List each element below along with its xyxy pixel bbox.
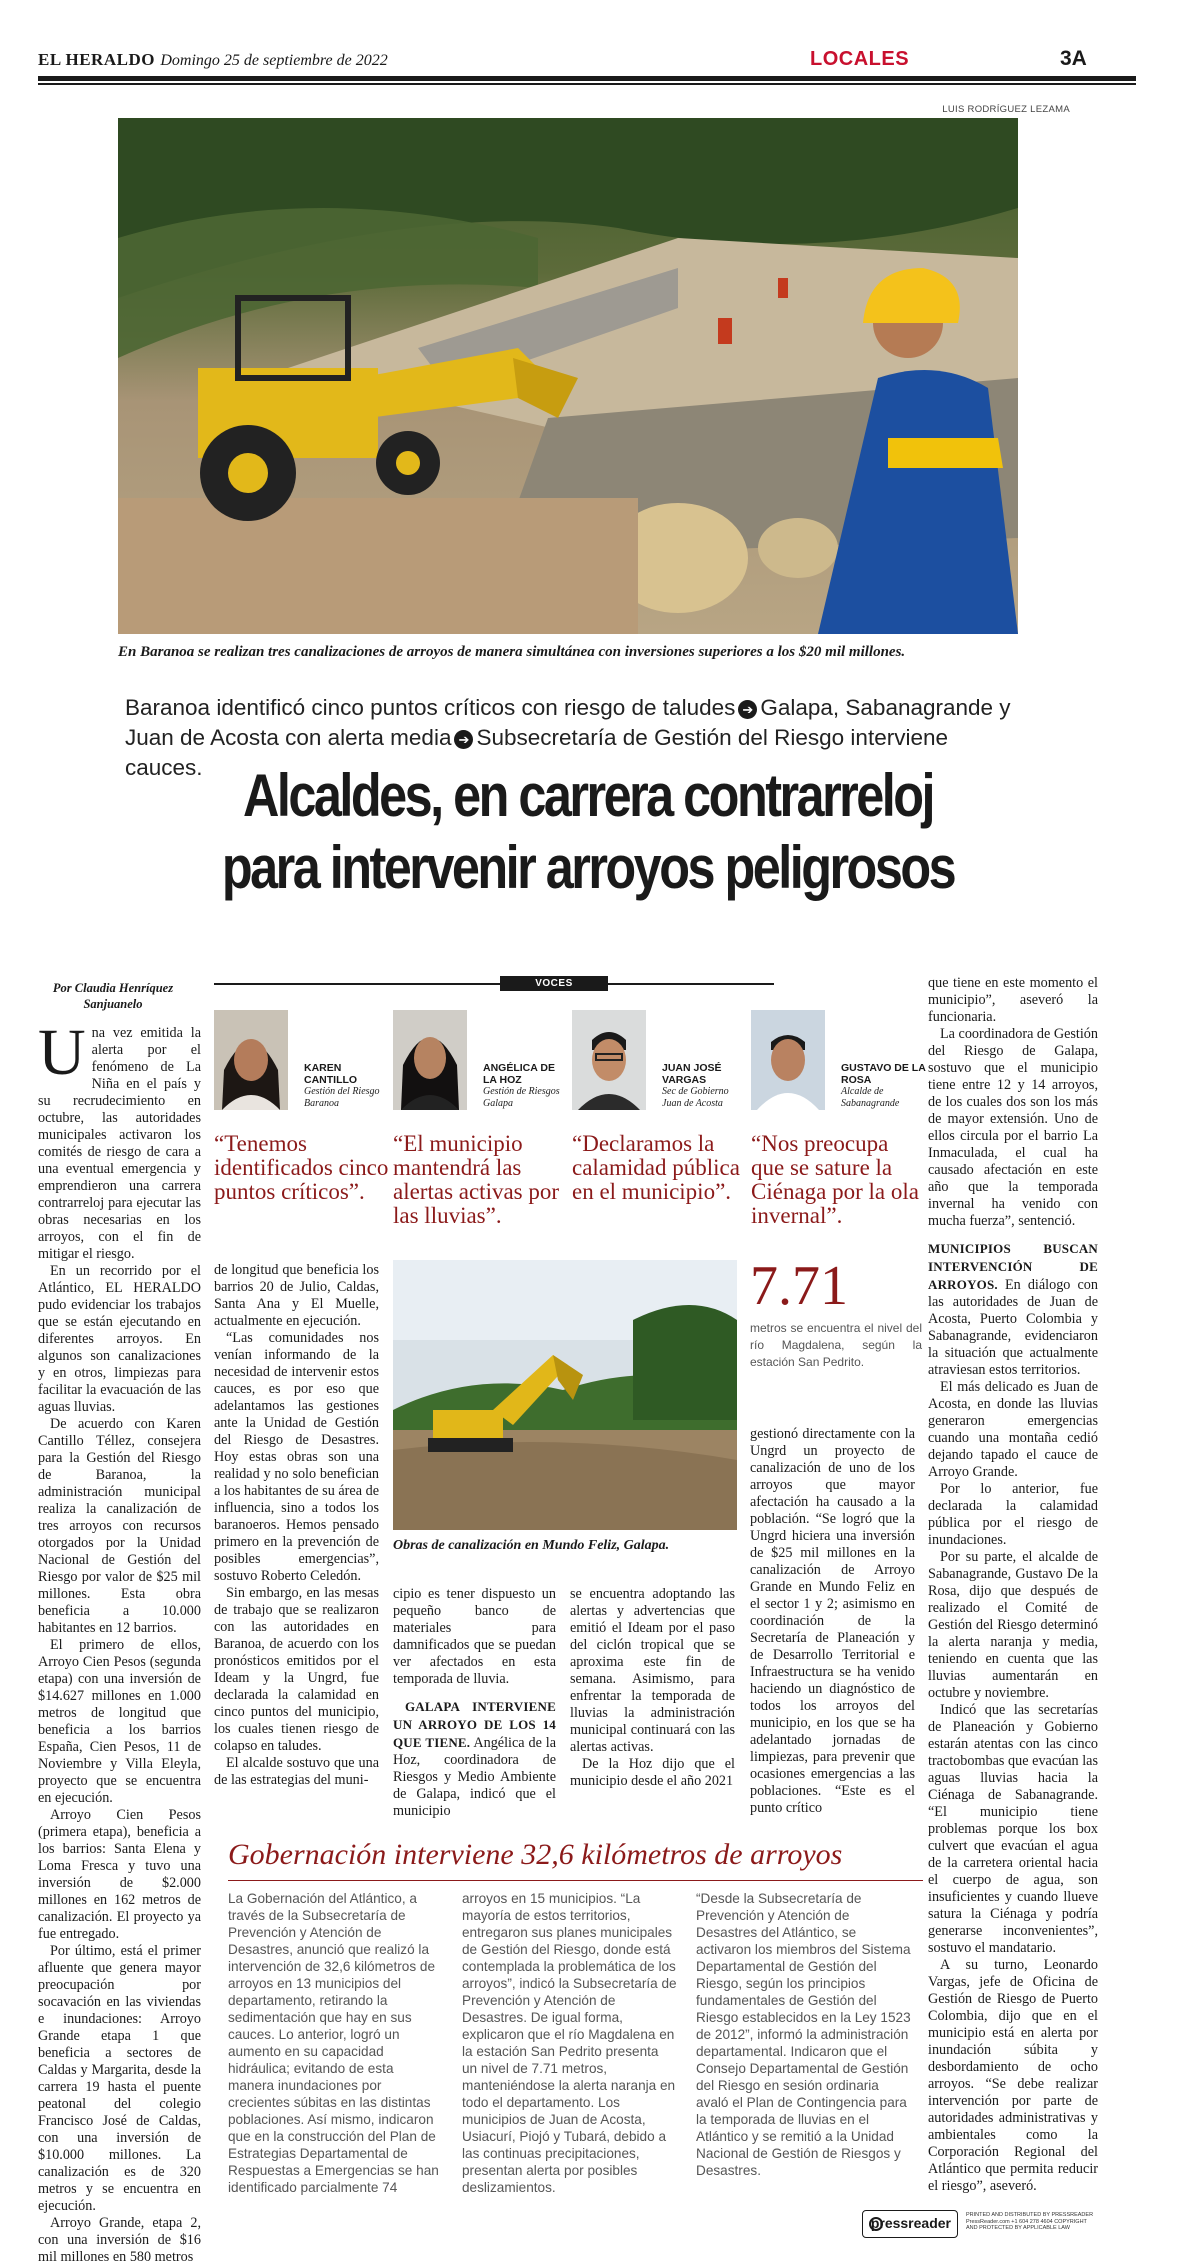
byline-prefix: Por — [52, 981, 72, 995]
masthead-rule — [38, 76, 1136, 81]
subheadline-part-3: Subsecretaría de Gestión del Riesgo interviene cauces. — [125, 725, 948, 780]
sidebar-story-title: Gobernación interviene 32,6 kilómetros de arroyos — [228, 1838, 843, 1871]
article-paragraph: na vez emitida la alerta por el fenómeno de La Niña en el país y su recrudecimiento en octubre, las autoridades municipales activaron los comités de riesgo de cara a una eventual emergencia y emprendieron una carrera contrarreloj para ejecutar las obras necesarias en los arroyos, con el fin de mitigar el riesgo. — [38, 1025, 201, 1262]
byline — [38, 980, 188, 1012]
headline-line-2: para intervenir arroyos peligrosos — [221, 834, 955, 901]
secondary-photo-caption: Obras de canalización en Mundo Feliz, Galapa. — [393, 1538, 670, 1553]
section-subhead: GALAPA INTERVIENE UN ARROYO DE LOS 14 QUE TIENE. — [393, 1699, 556, 1750]
avatar — [751, 1010, 825, 1110]
voice-name: JUAN JOSÉ VARGAS — [662, 1062, 722, 1086]
article-column-6 — [928, 975, 1098, 2195]
article-paragraph: El alcalde sostuvo que una de las estrategias del muni- — [214, 1755, 379, 1788]
article-column-3 — [393, 1586, 556, 1820]
article-paragraph: La coordinadora de Gestión del Riesgo de Galapa, sostuvo que el municipio tiene entre 12 y 14 arroyos, de los cuales dos son los más de mayor extensión. Uno de ellos circula por el barrio La Inmaculada, el cual ha causado afectación en este año que la temporada invernal ha venido con mucha fuerza”, sentenció. — [928, 1026, 1098, 1229]
pressreader-logo — [862, 2210, 958, 2238]
article-paragraph: se encuentra adoptando las alertas y advertencias que emitió el Ideam por el paso del ciclón tropical que se aproxima este fin de semana. Asimismo, para enfrentar la temporada de lluvias la administración municipal continuará con las alertas activas. — [570, 1586, 735, 1755]
article-paragraph: Por lo anterior, fue declarada la calamidad pública por el riesgo de inundaciones. — [928, 1481, 1098, 1548]
voice-role: Gestión del Riesgo Baranoa — [304, 1086, 380, 1109]
voice-role: Gestión de Riesgos Galapa — [483, 1086, 560, 1109]
voice-card — [214, 1010, 389, 1204]
voces-label: VOCES — [500, 976, 608, 991]
newspaper-name: EL HERALDO — [38, 50, 155, 69]
avatar — [393, 1010, 467, 1110]
article-column-2 — [214, 1262, 379, 1789]
voice-name: KAREN CANTILLO — [304, 1062, 358, 1086]
article-column-4 — [570, 1586, 735, 1790]
article-paragraph: Por último, está el primer afluente que genera mayor preocupación por socavación en las viviendas e inundaciones: Arroyo Grande etapa 1 que beneficia a sectores de Caldas y Margarita, desde la carrera 19 hasta el puente peatonal del colegio Francisco José de Caldas, con una inversión de $10.000 millones. La canalización es de 320 metros y se encuentra en ejecución. — [38, 1943, 201, 2214]
article-paragraph: En un recorrido por el Atlántico, EL HERALDO pudo evidenciar los trabajos que se están ejecutando en diferentes arroyos. En algunos son canalizaciones y en otros, limpiezas para facilitar la evacuación de las aguas lluvias. — [38, 1263, 201, 1415]
arrow-right-icon: ➔ — [738, 700, 757, 719]
pressreader-wordmark: pressreader — [870, 2215, 951, 2231]
article-paragraph: El primero de ellos, Arroyo Cien Pesos (segunda etapa) con una inversión de $14.627 millones en 1.000 metros de longitud que beneficia a los barrios España, Cien Pesos, 11 de Noviembre y Villa Eleyla, proyecto que se encuentra en ejecución. — [38, 1637, 201, 1806]
article-paragraph: Por su parte, el alcalde de Sabanagrande, Gustavo De la Rosa, dijo que después de realizado el Comité de Gestión del Riesgo determinó la alerta naranja y media, teniendo en cuenta que las lluvias aumentarán en octubre y noviembre. — [928, 1549, 1098, 1701]
voice-role: Sec de Gobierno Juan de Acosta — [662, 1086, 729, 1109]
voice-card — [572, 1010, 747, 1204]
masthead-left — [38, 50, 388, 70]
article-paragraph: Arroyo Cien Pesos (primera etapa), beneficia a los barrios: Santa Elena y Loma Fresca y tuvo una inversión de $2.000 millones en 162 metros de canalización. El proyecto ya fue entregado. — [38, 1807, 201, 1942]
subheadline-part-2: Galapa, Sabanagrande y Juan de Acosta con alerta media — [125, 695, 1011, 750]
voice-name: ANGÉLICA DE LA HOZ — [483, 1062, 555, 1086]
sidebar-story-column-1: La Gobernación del Atlántico, a través de la Subsecretaría de Prevención y Atención de Desastres, anunció que realizó la intervención de 32,6 kilómetros de arroyos en 13 municipios del departamento, retirando la sedimentación que hay en sus cauces. Lo anterior, logró un aumento en su capacidad hidráulica; evitando de esta manera inundaciones por crecientes súbitas en las distintas poblaciones. Así mismo, indicaron que en la construcción del Plan de Estrategias Departamental de Respuestas a Emergencias se han identificado parcialmente 74 — [228, 1891, 439, 2195]
section-name: LOCALES — [810, 48, 910, 70]
voice-quote: “Declaramos la calamidad pública en el municipio”. — [572, 1131, 740, 1204]
article-paragraph: En diálogo con las autoridades de Juan de Acosta, Puerto Colombia y Sabanagrande, evidenciaron la situación que actualmente atraviesan estos territorios. — [928, 1277, 1098, 1378]
photo-credit: LUIS RODRÍGUEZ LEZAMA — [942, 104, 1070, 115]
sidebar-story-rule — [228, 1880, 923, 1881]
article-paragraph: Indicó que las secretarías de Planeación y Gobierno estarán atentas con las cinco tractobombas que evacúan las aguas lluvias hacia la Ciénaga de Sabanagrande. “El municipio tiene problemas porque los box culvert que evacúan el agua de la carretera oriental hacia el cuerpo de agua, son insuficientes y cuando llueve satura la Ciénaga y podría generarse inconvenientes”, sostuvo el mandatario. — [928, 1702, 1098, 1956]
avatar — [572, 1010, 646, 1110]
article-paragraph: Angélica de la Hoz, coordinadora de Riesgos y Medio Ambiente de Galapa, indicó que el municipio — [393, 1735, 557, 1819]
byline-author: Claudia Henríquez Sanjuanelo — [74, 981, 174, 1011]
article-paragraph: “Las comunidades nos venían informando de la necesidad de intervenir estos cauces, es por eso que adelantamos las gestiones ante la Unidad de Gestión del Riesgo de Desastres. Hoy estas obras son una realidad y no solo benefician a los habitantes de su área de influencia, sino a todos los baranoeros. Hemos pensado primero en la prevención de posibles emergencias”, sostuvo Roberto Celedón. — [214, 1330, 379, 1584]
headline-line-1: Alcaldes, en carrera contrarreloj — [242, 762, 934, 829]
issue-date: Domingo 25 de septiembre de 2022 — [160, 52, 388, 69]
main-photo-caption: En Baranoa se realizan tres canalizaciones de arroyos de manera simultánea con inversiones superiores a los $20 mil millones. — [118, 644, 906, 660]
article-paragraph: de longitud que beneficia los barrios 20 de Julio, Caldas, Santa Ana y El Muelle, actualmente en ejecución. — [214, 1262, 379, 1329]
footer-note: PRINTED AND DISTRIBUTED BY PRESSREADER PressReader.com +1 604 278 4604 COPYRIGHT AND PROTECTED BY APPLICABLE LAW — [966, 2212, 1094, 2231]
dropcap: U — [38, 1016, 86, 1089]
article-column-5 — [750, 1426, 915, 1817]
subheadline-part-1: Baranoa identificó cinco puntos críticos con riesgo de taludes — [125, 695, 736, 720]
section-subhead: MUNICIPIOS BUSCAN INTERVENCIÓN DE ARROYOS. — [928, 1241, 1098, 1292]
voice-quote: “Nos preocupa que se sature la Ciénaga por la ola invernal”. — [751, 1131, 919, 1228]
article-paragraph: cipio es tener dispuesto un pequeño banco de materiales para damnificados que se puedan ver afectados en esta temporada de lluvia. — [393, 1586, 556, 1687]
arrow-right-icon: ➔ — [454, 730, 473, 749]
article-paragraph: El más delicado es Juan de Acosta, en donde las lluvias generaron emergencias cuando una montaña cedió dejando tapado el cauce de Arroyo Grande. — [928, 1379, 1098, 1480]
voice-role: Alcalde de Sabanagrande — [841, 1086, 900, 1109]
voice-quote: “El municipio mantendrá las alertas activas por las lluvias”. — [393, 1131, 560, 1228]
voces-rule — [214, 983, 774, 985]
article-paragraph: Sin embargo, en las mesas de trabajo que se realizaron con las autoridades en Baranoa, de acuerdo con los pronósticos emitidos por el Ideam y la Ungrd, fue declarada la calamidad en cinco puntos del municipio, los cuales tienen riesgo de colapso en taludes. — [214, 1585, 379, 1754]
voice-card — [751, 1010, 926, 1228]
page-number: 3A — [1060, 47, 1087, 70]
stat-value: 7.71 — [750, 1255, 848, 1317]
pressreader-icon — [869, 2217, 883, 2231]
avatar — [214, 1010, 288, 1110]
article-paragraph: Arroyo Grande, etapa 2, con una inversión de $16 mil millones en 580 metros — [38, 2215, 201, 2265]
sidebar-story-column-3: “Desde la Subsecretaría de Prevención y Atención de Desastres del Atlántico, se activaron los miembros del Sistema Departamental de Gestión del Riesgo, según los principios fundamentales de Gestión del Riesgo establecidos en la Ley 1523 de 2012”, informó la administración departamental. Indicaron que el Consejo Departamental de Gestión del Riesgo en sesión ordinaria avaló el Plan de Contingencia para la temporada de lluvias en el Atlántico y se remitió a la Unidad Nacional de Gestión de Riesgos y Desastres. — [696, 1891, 911, 2178]
voice-name: GUSTAVO DE LA ROSA — [841, 1062, 926, 1086]
article-paragraph: De la Hoz dijo que el municipio desde el año 2021 — [570, 1756, 735, 1789]
article-paragraph: A su turno, Leonardo Vargas, jefe de Oficina de Gestión de Riesgo de Puerto Colombia, dijo que en el municipio está en alerta por inundación súbita y desbordamiento de ocho arroyos. “Se debe realizar intervención por parte de autoridades administrativas y ambientales como la Corporación Regional del Atlántico que permita reducir el riesgo”, aseveró. — [928, 1957, 1098, 2194]
main-photo — [118, 118, 1018, 634]
masthead-rule-thin — [38, 83, 1136, 85]
article-column-1 — [38, 1016, 201, 2265]
stat-note: metros se encuentra el nivel del río Magdalena, según la estación San Pedrito. — [750, 1321, 922, 1369]
article-paragraph: que tiene en este momento el municipio”, aseveró la funcionaria. — [928, 975, 1098, 1025]
voice-quote: “Tenemos identificados cinco puntos críticos”. — [214, 1131, 389, 1204]
voice-card — [393, 1010, 568, 1228]
article-paragraph: gestionó directamente con la Ungrd un proyecto de canalización de uno de los arroyos que mayor afectación ha causado a la población. “Se logró que la Ungrd hiciera una inversión de $25 mil millones en la canalización de Arroyo Grande en Mundo Feliz en el sector 1 y 2; asimismo en coordinación de la Secretaría de Planeación y de Desarrollo Territorial e Infraestructura se ha venido haciendo un diagnóstico de todos los arroyos del municipio, en los que se ha adelantado jornadas de limpiezas, para prevenir que ocasiones emergencias a las poblaciones. “Este es el punto crítico — [750, 1426, 915, 1816]
secondary-photo — [393, 1260, 737, 1530]
headline — [193, 760, 983, 904]
article-paragraph: De acuerdo con Karen Cantillo Téllez, consejera para la Gestión del Riesgo de Baranoa, la administración municipal realiza la canalización de tres arroyos con recursos otorgados por la Unidad Nacional de Gestión del Riesgo por valor de $25 mil millones. Esta obra beneficia a 10.000 habitantes en 12 barrios. — [38, 1416, 201, 1636]
sidebar-story-column-2: arroyos en 15 municipios. “La mayoría de estos territorios, entregaron sus planes municipales de Gestión del Riesgo, donde está contemplada la problemática de los arroyos”, indicó la Subsecretaría de Prevención y Atención de Desastres. De igual forma, explicaron que el río Magdalena en la estación San Pedrito presenta un nivel de 7.71 metros, manteniéndose la alerta naranja en todo el departamento. Los municipios de Juan de Acosta, Usiacurí, Piojó y Tubará, debido a las continuas precipitaciones, presentan alerta por posibles deslizamientos. — [462, 1891, 677, 2195]
